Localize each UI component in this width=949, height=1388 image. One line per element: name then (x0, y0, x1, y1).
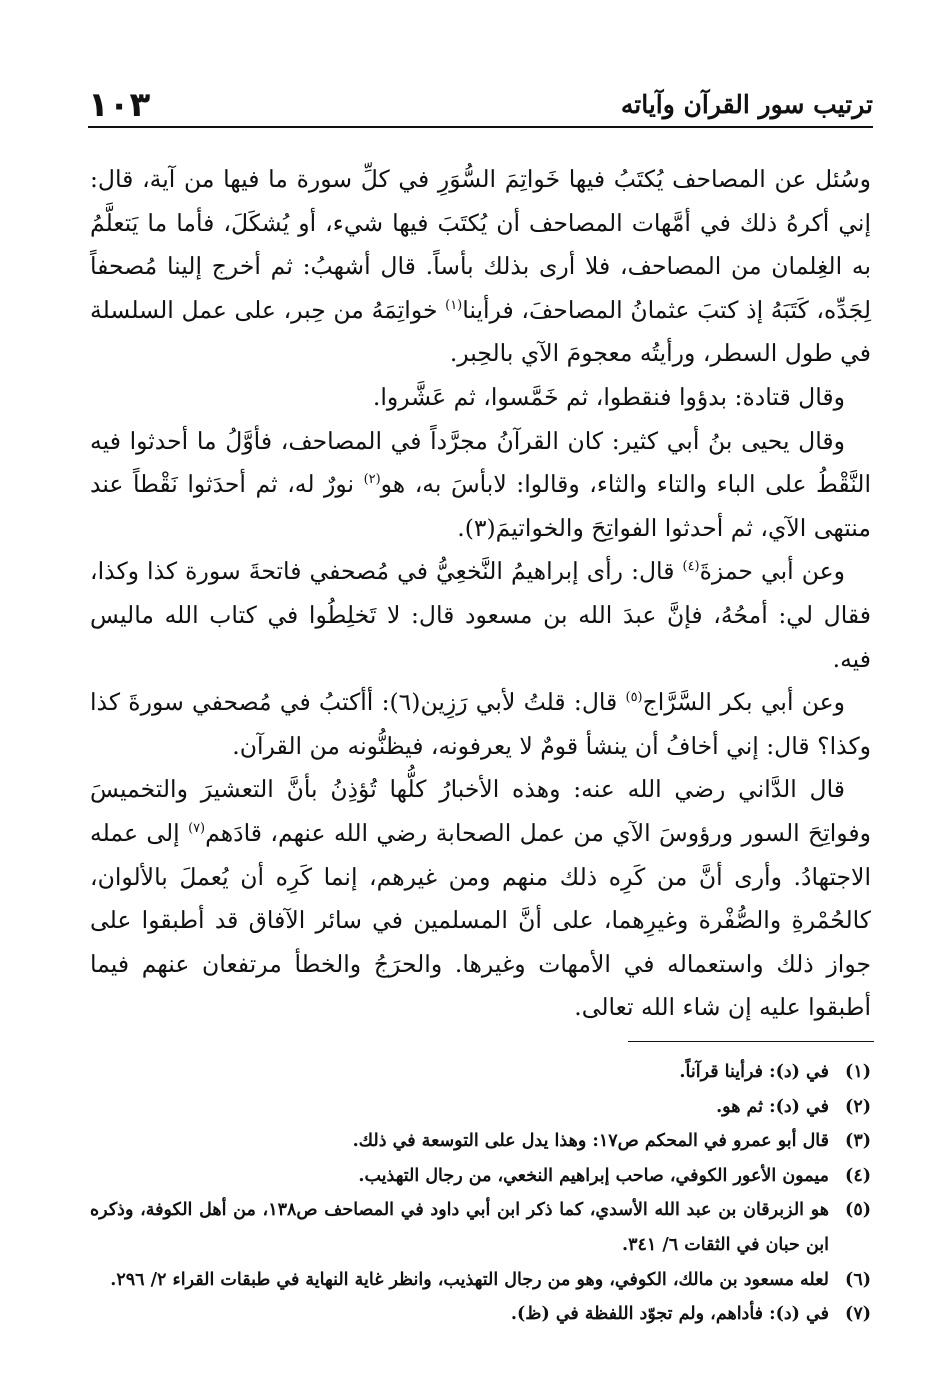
footnote (90, 1090, 871, 1125)
paragraph: وقال يحيى بنُ أبي كثير: كان القرآنُ مجرَّداً في المصاحف، فأوَّلُ ما أحدثوا فيه النَّقْطُ على الباء والتاء والثاء، وقالوا: لابأسَ به، هو$^{(٢)}$ نورٌ له، ثم أحدَثوا نَقْطاً عند منتهى الآي، ثم أحدثوا الفواتِحَ والخواتيمَ(٣). (90, 426, 871, 542)
footnote-ref: (٥) (625, 690, 643, 706)
footnote (90, 1124, 871, 1159)
footnote-text: لعله مسعود بن مالك، الكوفي، وهو من رجال التهذيب، وانظر غاية النهاية في طبقات القراء ٢/ ٢٩٦. (110, 1269, 829, 1290)
page-number: ١٠٣ (88, 85, 151, 125)
footnote (90, 1263, 871, 1298)
footnote-text: في (د): فأداهم، ولم تجوّد اللفظة في (ظ). (510, 1304, 829, 1325)
footnote-text: قال أبو عمرو في المحكم ص١٧: وهذا يدل على التوسعة في ذلك. (352, 1131, 829, 1152)
footnote-ref: (١) (445, 297, 463, 313)
footnote-number: (٥) (845, 1200, 871, 1221)
footnote-number: (٤) (845, 1165, 871, 1186)
footnote-ref: (٧) (188, 821, 206, 837)
footnote-number: (٣) (845, 1131, 871, 1152)
footnote-number: (٦) (845, 1269, 871, 1290)
paragraph: وسُئل عن المصاحف يُكتَبُ فيها خَواتِمَ السُّوَرِ في كلِّ سورة ما فيها من آية، قال: إني أكرهُ ذلك في أمَّهات المصاحف أن يُكتَبَ فيها شيء، أو يُشكَلَ، فأما ما يَتعلَّمُ به الغِلمان من المصاحف، فلا أرى بذلك بأساً. قال أشهبُ: ثم أخرج إلينا مُصحفاً لِجَدِّه، كَتَبَهُ إذ كتبَ عثمانُ المصاحفَ، فرأينا$^{(١)}$ خواتِمَهُ من حِبر، على عمل السلسلة في طول السطر، ورأيتُه معجومَ الآي بالحِبر. (90, 165, 871, 368)
footnote (90, 1055, 871, 1090)
running-title: ترتيب سور القرآن وآياته (620, 90, 873, 119)
footnote-number: (١) (845, 1062, 871, 1082)
footnote-separator (628, 1041, 874, 1042)
footnote (90, 1193, 871, 1262)
footnote-number: (٢) (845, 1096, 871, 1117)
paragraph: وعن أبي حمزةَ$^{(٤)}$ قال: رأى إبراهيمُ النَّخعِيُّ في مُصحفي فاتحةَ سورة كذا وكذا، فقال لي: أمحُهُ، فإنَّ عبدَ الله بن مسعود قال: لا تَخلِطُوا في كتاب الله ماليس فيه. (90, 557, 871, 673)
paragraph: وعن أبي بكر السَّرَّاج$^{(٥)}$ قال: قلتُ لأبي رَزِين(٦): أأكتبُ في مُصحفي سورةَ كذا وكذا؟ قال: إني أخافُ أن ينشأ قومٌ لا يعرفونه، فيظنُّونه من القرآن. (90, 688, 871, 760)
running-header (88, 78, 873, 128)
main-text (90, 158, 871, 1030)
footnote-text: في (د): ثم هو. (716, 1096, 829, 1117)
paragraph: وقال قتادة: بدؤوا فنقطوا، ثم خَمَّسوا، ثم عَشَّروا. (372, 382, 845, 411)
footnote-text: هو الزبرقان بن عبد الله الأسدي، كما ذكر ابن أبي داود في المصاحف ص١٣٨، من أهل الكوفة، وذكره ابن حبان في الثقات ٦/ ٣٤١. (90, 1200, 829, 1255)
footnote-text: في (د): فرأينا قرآناً. (679, 1062, 829, 1082)
footnote (90, 1159, 871, 1194)
footnotes (90, 1055, 871, 1332)
footnote-number: (٧) (845, 1304, 871, 1325)
footnote-ref: (٤) (682, 559, 700, 575)
footnote-text: ميمون الأعور الكوفي، صاحب إبراهيم النخعي، من رجال التهذيب. (358, 1165, 829, 1186)
paragraph: قال الدَّاني رضي الله عنه: وهذه الأخبارُ كلُّها تُؤذِنُ بأنَّ التعشيرَ والتخميسَ وفواتِحَ السور ورؤوسَ الآي من عمل الصحابة رضي الله عنهم، قادَهم$^{(٧)}$ إلى عمله الاجتهادُ. وأرى أنَّ من كَرِه ذلك منهم ومن غيرهم، إنما كَرِه أن يُعملَ بالألوان، كالحُمْرةِ والصُّفْرة وغيرِهما، على أنَّ المسلمين في سائر الآفاق قد أطبقوا على جواز ذلك واستعماله في الأمهات وغيرها. والحرَجُ والخطأ مرتفعان عنهم فيما أطبقوا عليه إن شاء الله تعالى. (90, 775, 871, 1022)
footnote-ref: (٢) (363, 472, 381, 488)
footnote (90, 1297, 871, 1332)
